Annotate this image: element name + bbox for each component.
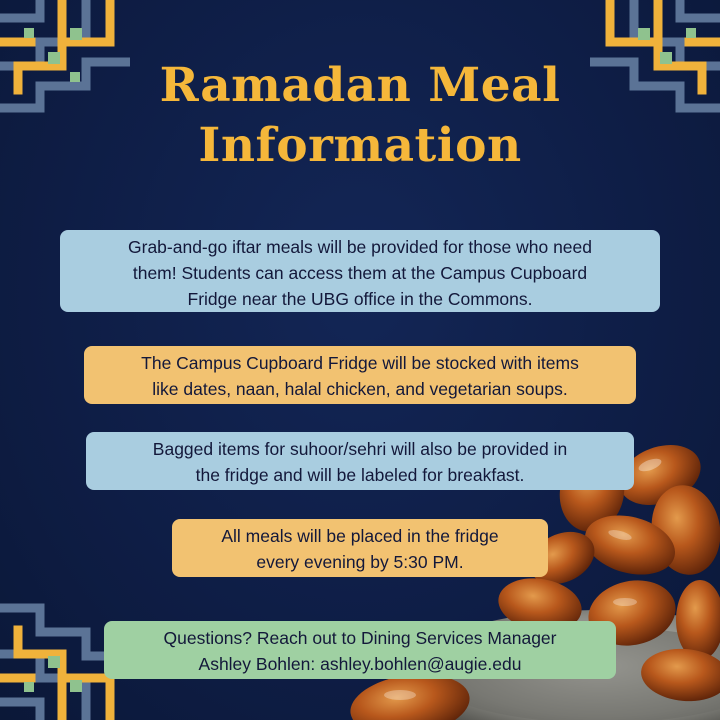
box-text-line: Grab-and-go iftar meals will be provided for those who need: [128, 237, 592, 257]
suhoor-info-box: [86, 432, 634, 490]
box-text-line: them! Students can access them at the Campus Cupboard: [132, 263, 588, 283]
iftar-info-box: [60, 230, 660, 312]
box-text-line: the fridge and will be labeled for breakfast.: [195, 465, 525, 485]
page-title: [0, 56, 720, 176]
box-text-line: All meals will be placed in the fridge: [221, 526, 499, 546]
box-text-line: Questions? Reach out to Dining Services Manager: [163, 628, 557, 648]
title-line-1: Ramadan Meal: [159, 58, 561, 113]
meal-time-box: [172, 519, 548, 577]
contact-box: [104, 621, 616, 679]
title-line-2: Information: [198, 118, 522, 173]
box-text-line: like dates, naan, halal chicken, and vegetarian soups.: [152, 379, 568, 399]
box-text-line: Fridge near the UBG office in the Commons.: [187, 289, 533, 309]
box-text-line: The Campus Cupboard Fridge will be stocked with items: [141, 353, 579, 373]
fridge-stock-box: [84, 346, 636, 404]
box-text-line: Bagged items for suhoor/sehri will also be provided in: [152, 439, 568, 459]
box-text-line: every evening by 5:30 PM.: [256, 552, 464, 572]
contact-email-line: Ashley Bohlen: ashley.bohlen@augie.edu: [198, 654, 522, 674]
